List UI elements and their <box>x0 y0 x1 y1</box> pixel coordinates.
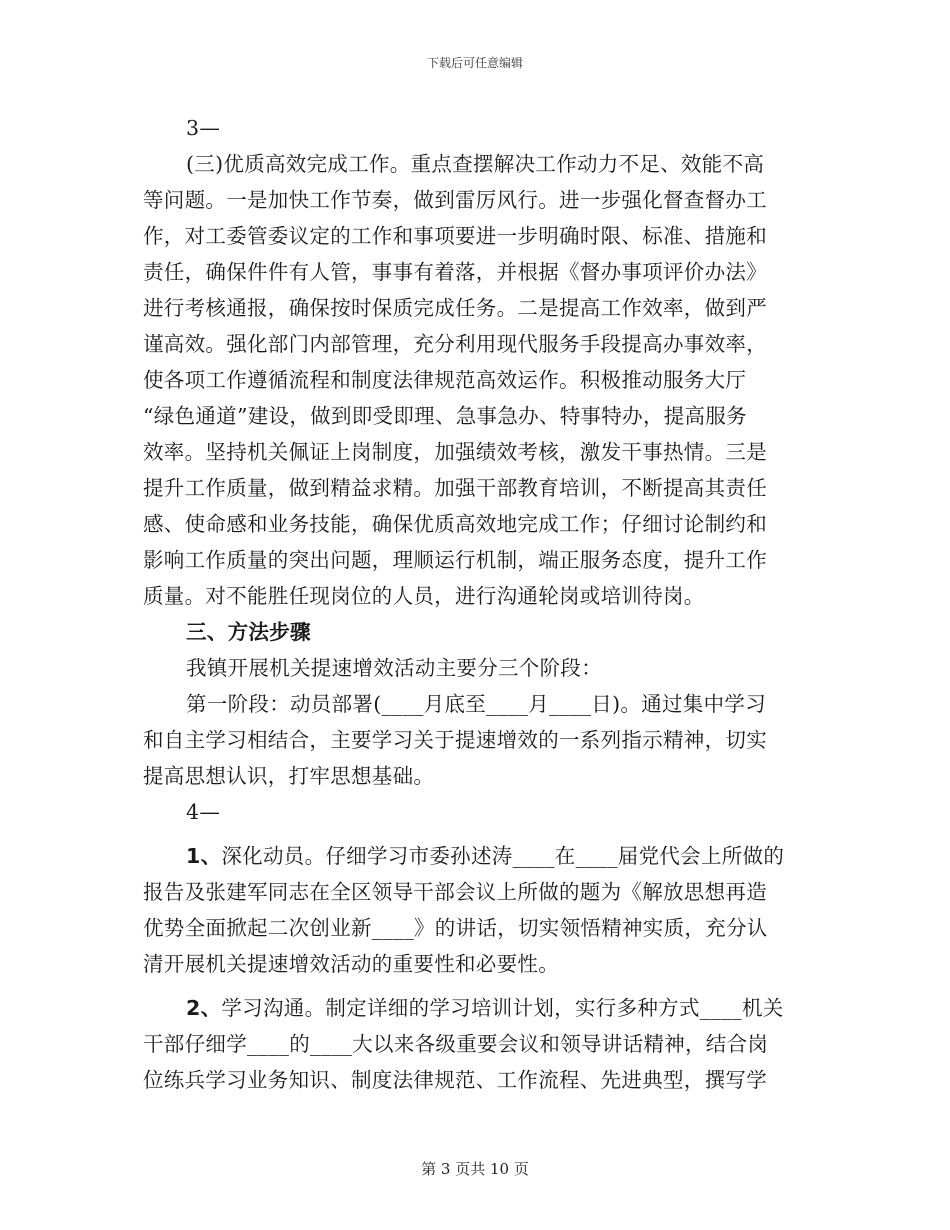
paragraph-line: 第一阶段：动员部署(____月底至____月____日)。通过集中学习 <box>186 692 766 716</box>
item-number: 1、 <box>186 844 222 868</box>
paragraph-line: 优势全面掀起二次创业新____》的讲话，切实领悟精神实质，充分认 <box>143 916 768 940</box>
paragraph-line: 提高思想认识，打牢思想基础。 <box>143 764 435 788</box>
paragraph-line: 质量。对不能胜任现岗位的人员，进行沟通轮岗或培训待岗。 <box>143 584 705 608</box>
paragraph-line: 干部仔细学____的____大以来各级重要会议和领导讲话精神，结合岗 <box>143 1032 769 1056</box>
item-text: 深化动员。仔细学习市委孙述涛____在____届党代会上所做的 <box>221 844 785 868</box>
paragraph-line: “绿色通道”建设，做到即受即理、急事急办、特事特办，提高服务 <box>143 404 747 428</box>
paragraph-line: 作，对工委管委议定的工作和事项要进一步明确时限、标准、措施和 <box>143 224 767 248</box>
paragraph-line: 我镇开展机关提速增效活动主要分三个阶段： <box>186 656 602 680</box>
paragraph-line: 和自主学习相结合，主要学习关于提速增效的一系列指示精神，切实 <box>143 728 767 752</box>
paragraph-line: 效率。坚持机关佩证上岗制度，加强绩效考核，激发干事热情。三是 <box>143 440 767 464</box>
paragraph-line <box>143 838 808 874</box>
paragraph-line: 提升工作质量，做到精益求精。加强干部教育培训，不断提高其责任 <box>143 476 767 500</box>
page-marker: 4— <box>186 800 221 824</box>
paragraph-line: 影响工作质量的突出问题，理顺运行机制，端正服务态度，提升工作 <box>143 548 767 572</box>
item-number: 2、 <box>186 996 222 1020</box>
section-heading: 三、方法步骤 <box>186 620 311 644</box>
page-marker: 3— <box>186 116 221 140</box>
paragraph-line: 位练兵学习业务知识、制度法律规范、工作流程、先进典型，撰写学 <box>143 1068 767 1092</box>
page-footer: 第 3 页共 10 页 <box>421 1160 529 1178</box>
paragraph-line: 清开展机关提速增效活动的重要性和必要性。 <box>143 952 559 976</box>
paragraph-line: 谨高效。强化部门内部管理，充分利用现代服务手段提高办事效率， <box>143 332 767 356</box>
paragraph-line: 进行考核通报，确保按时保质完成任务。二是提高工作效率，做到严 <box>143 296 767 320</box>
document-body <box>143 110 808 1098</box>
paragraph-line: 等问题。一是加快工作节奏，做到雷厉风行。进一步强化督查督办工 <box>143 188 767 212</box>
paragraph-line: 感、使命感和业务技能，确保优质高效地完成工作；仔细讨论制约和 <box>143 512 767 536</box>
paragraph-line: (三)优质高效完成工作。重点查摆解决工作动力不足、效能不高 <box>186 152 765 176</box>
item-text: 学习沟通。制定详细的学习培训计划，实行多种方式____机关 <box>221 996 784 1020</box>
paragraph-line: 报告及张建军同志在全区领导干部会议上所做的题为《解放思想再造 <box>143 880 767 904</box>
page-header: 下载后可任意编辑 <box>426 56 523 70</box>
paragraph-line: 责任，确保件件有人管，事事有着落，并根据《督办事项评价办法》 <box>143 260 767 284</box>
paragraph-line: 使各项工作遵循流程和制度法律规范高效运作。积极推动服务大厅 <box>143 368 747 392</box>
paragraph-line <box>143 990 808 1026</box>
